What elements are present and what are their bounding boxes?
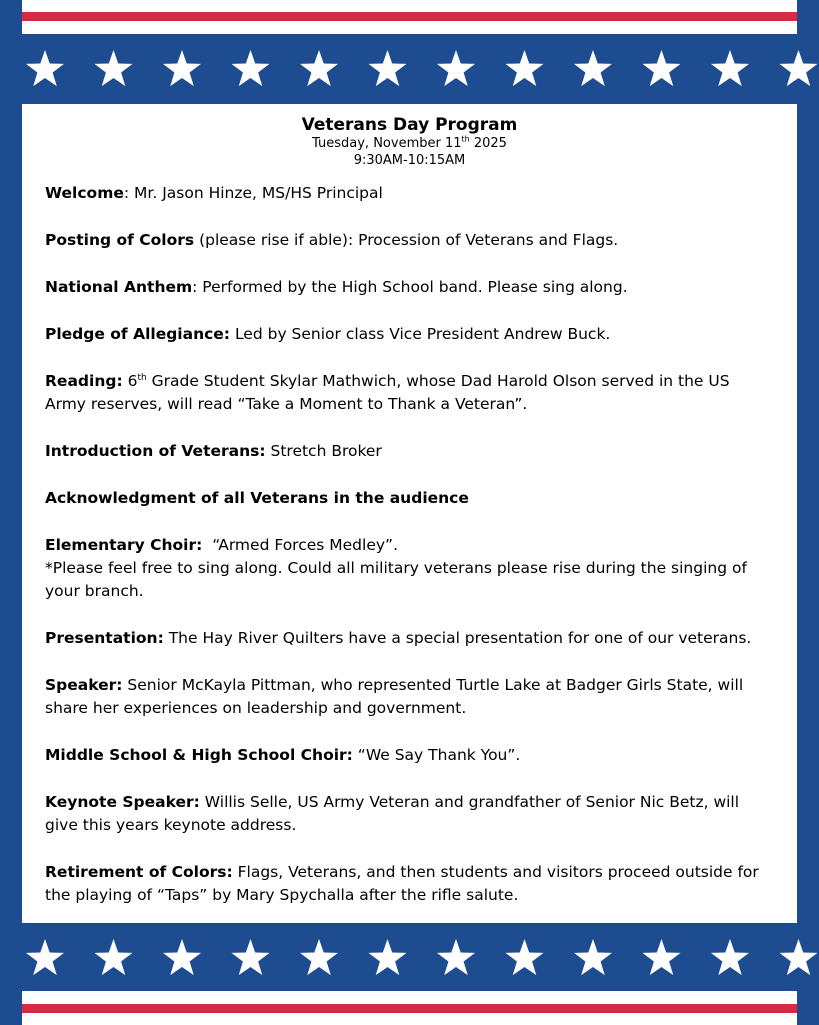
star-icon [437,50,475,86]
star-icon [779,50,817,86]
item-elementary-choir [45,534,774,603]
program-date-text: Tuesday, November 11 [312,136,462,151]
top-stripe-band [22,0,797,34]
item-retirement [45,861,774,907]
bottom-stripe-band [22,991,797,1025]
program-date [22,135,797,152]
item-text: “Armed Forces Medley”. [202,536,398,554]
item-label: Elementary Choir: [45,536,203,554]
item-introduction [45,440,774,463]
bottom-red-stripe [22,1004,797,1013]
item-national-anthem [45,276,774,299]
item-pledge [45,323,774,346]
star-icon [437,939,475,975]
program-title: Veterans Day Program [301,115,518,135]
item-text: : Mr. Jason Hinze, MS/HS Principal [123,184,383,202]
item-label: Posting of Colors [45,231,195,249]
top-stars-svg [0,34,819,104]
program-header [22,104,797,169]
star-icon [300,939,338,975]
star-icon [94,939,132,975]
top-star-row [0,34,819,104]
star-icon [505,50,543,86]
item-note: *Please feel free to sing along. Could all military veterans please rise during the singing of your branch. [45,559,747,600]
item-text: (please rise if able): Procession of Veterans and Flags. [194,231,619,249]
item-label: Presentation: [45,629,164,647]
item-text-pre: 6 [122,372,138,390]
item-label: Pledge of Allegiance: [45,325,231,343]
item-text: Led by Senior class Vice President Andrew Buck. [230,325,611,343]
item-label: Retirement of Colors: [45,863,233,881]
item-label: Speaker: [45,676,123,694]
star-icon [26,50,64,86]
program-date-sup: th [461,134,470,144]
item-text: “We Say Thank You”. [352,746,521,764]
item-speaker [45,674,774,720]
bottom-star-row [0,923,819,993]
program-time: 9:30AM-10:15AM [353,153,466,168]
item-sup: th [137,372,147,383]
program-date-year: 2025 [469,136,507,151]
top-red-stripe [22,12,797,21]
star-icon [505,939,543,975]
item-text: Willis Selle, US Army Veteran and grandfather of Senior Nic Betz, will give this years keynote address. [45,793,740,834]
item-text: Flags, Veterans, and then students and visitors proceed outside for the playing of “Taps” by Mary Spychalla after the rifle salute. [45,863,759,904]
star-icon [300,50,338,86]
item-label: Keynote Speaker: [45,793,200,811]
item-hs-choir [45,744,774,767]
star-icon [163,50,201,86]
item-label: Welcome [45,184,124,202]
item-acknowledgment [45,487,774,510]
star-icon [711,50,749,86]
program-panel [22,104,797,923]
item-welcome [45,182,774,205]
item-keynote [45,791,774,837]
program-items [22,169,797,907]
star-icon [574,939,612,975]
item-posting-of-colors [45,229,774,252]
star-icon [711,939,749,975]
star-icon [231,50,269,86]
star-icon [642,939,680,975]
item-label: Reading: [45,372,123,390]
item-label: Introduction of Veterans: [45,442,266,460]
star-icon [368,939,406,975]
star-icon [231,939,269,975]
star-icon [163,939,201,975]
item-text: Grade Student Skylar Mathwich, whose Dad Harold Olson served in the US Army reserves, will read “Take a Moment to Thank a Veteran”. [45,372,730,413]
item-label: National Anthem [45,278,193,296]
star-icon [574,50,612,86]
item-text: Stretch Broker [265,442,382,460]
item-presentation [45,627,774,650]
bottom-stars-svg [0,923,819,993]
star-icon [779,939,817,975]
star-icon [368,50,406,86]
item-text: The Hay River Quilters have a special presentation for one of our veterans. [163,629,752,647]
item-text: Senior McKayla Pittman, who represented Turtle Lake at Badger Girls State, will share her experiences on leadership and government. [45,676,744,717]
star-icon [642,50,680,86]
item-reading [45,370,774,416]
star-icon [26,939,64,975]
star-icon [94,50,132,86]
item-label: Middle School & High School Choir: [45,746,353,764]
item-text: : Performed by the High School band. Please sing along. [192,278,628,296]
item-label: Acknowledgment of all Veterans in the audience [45,489,469,507]
